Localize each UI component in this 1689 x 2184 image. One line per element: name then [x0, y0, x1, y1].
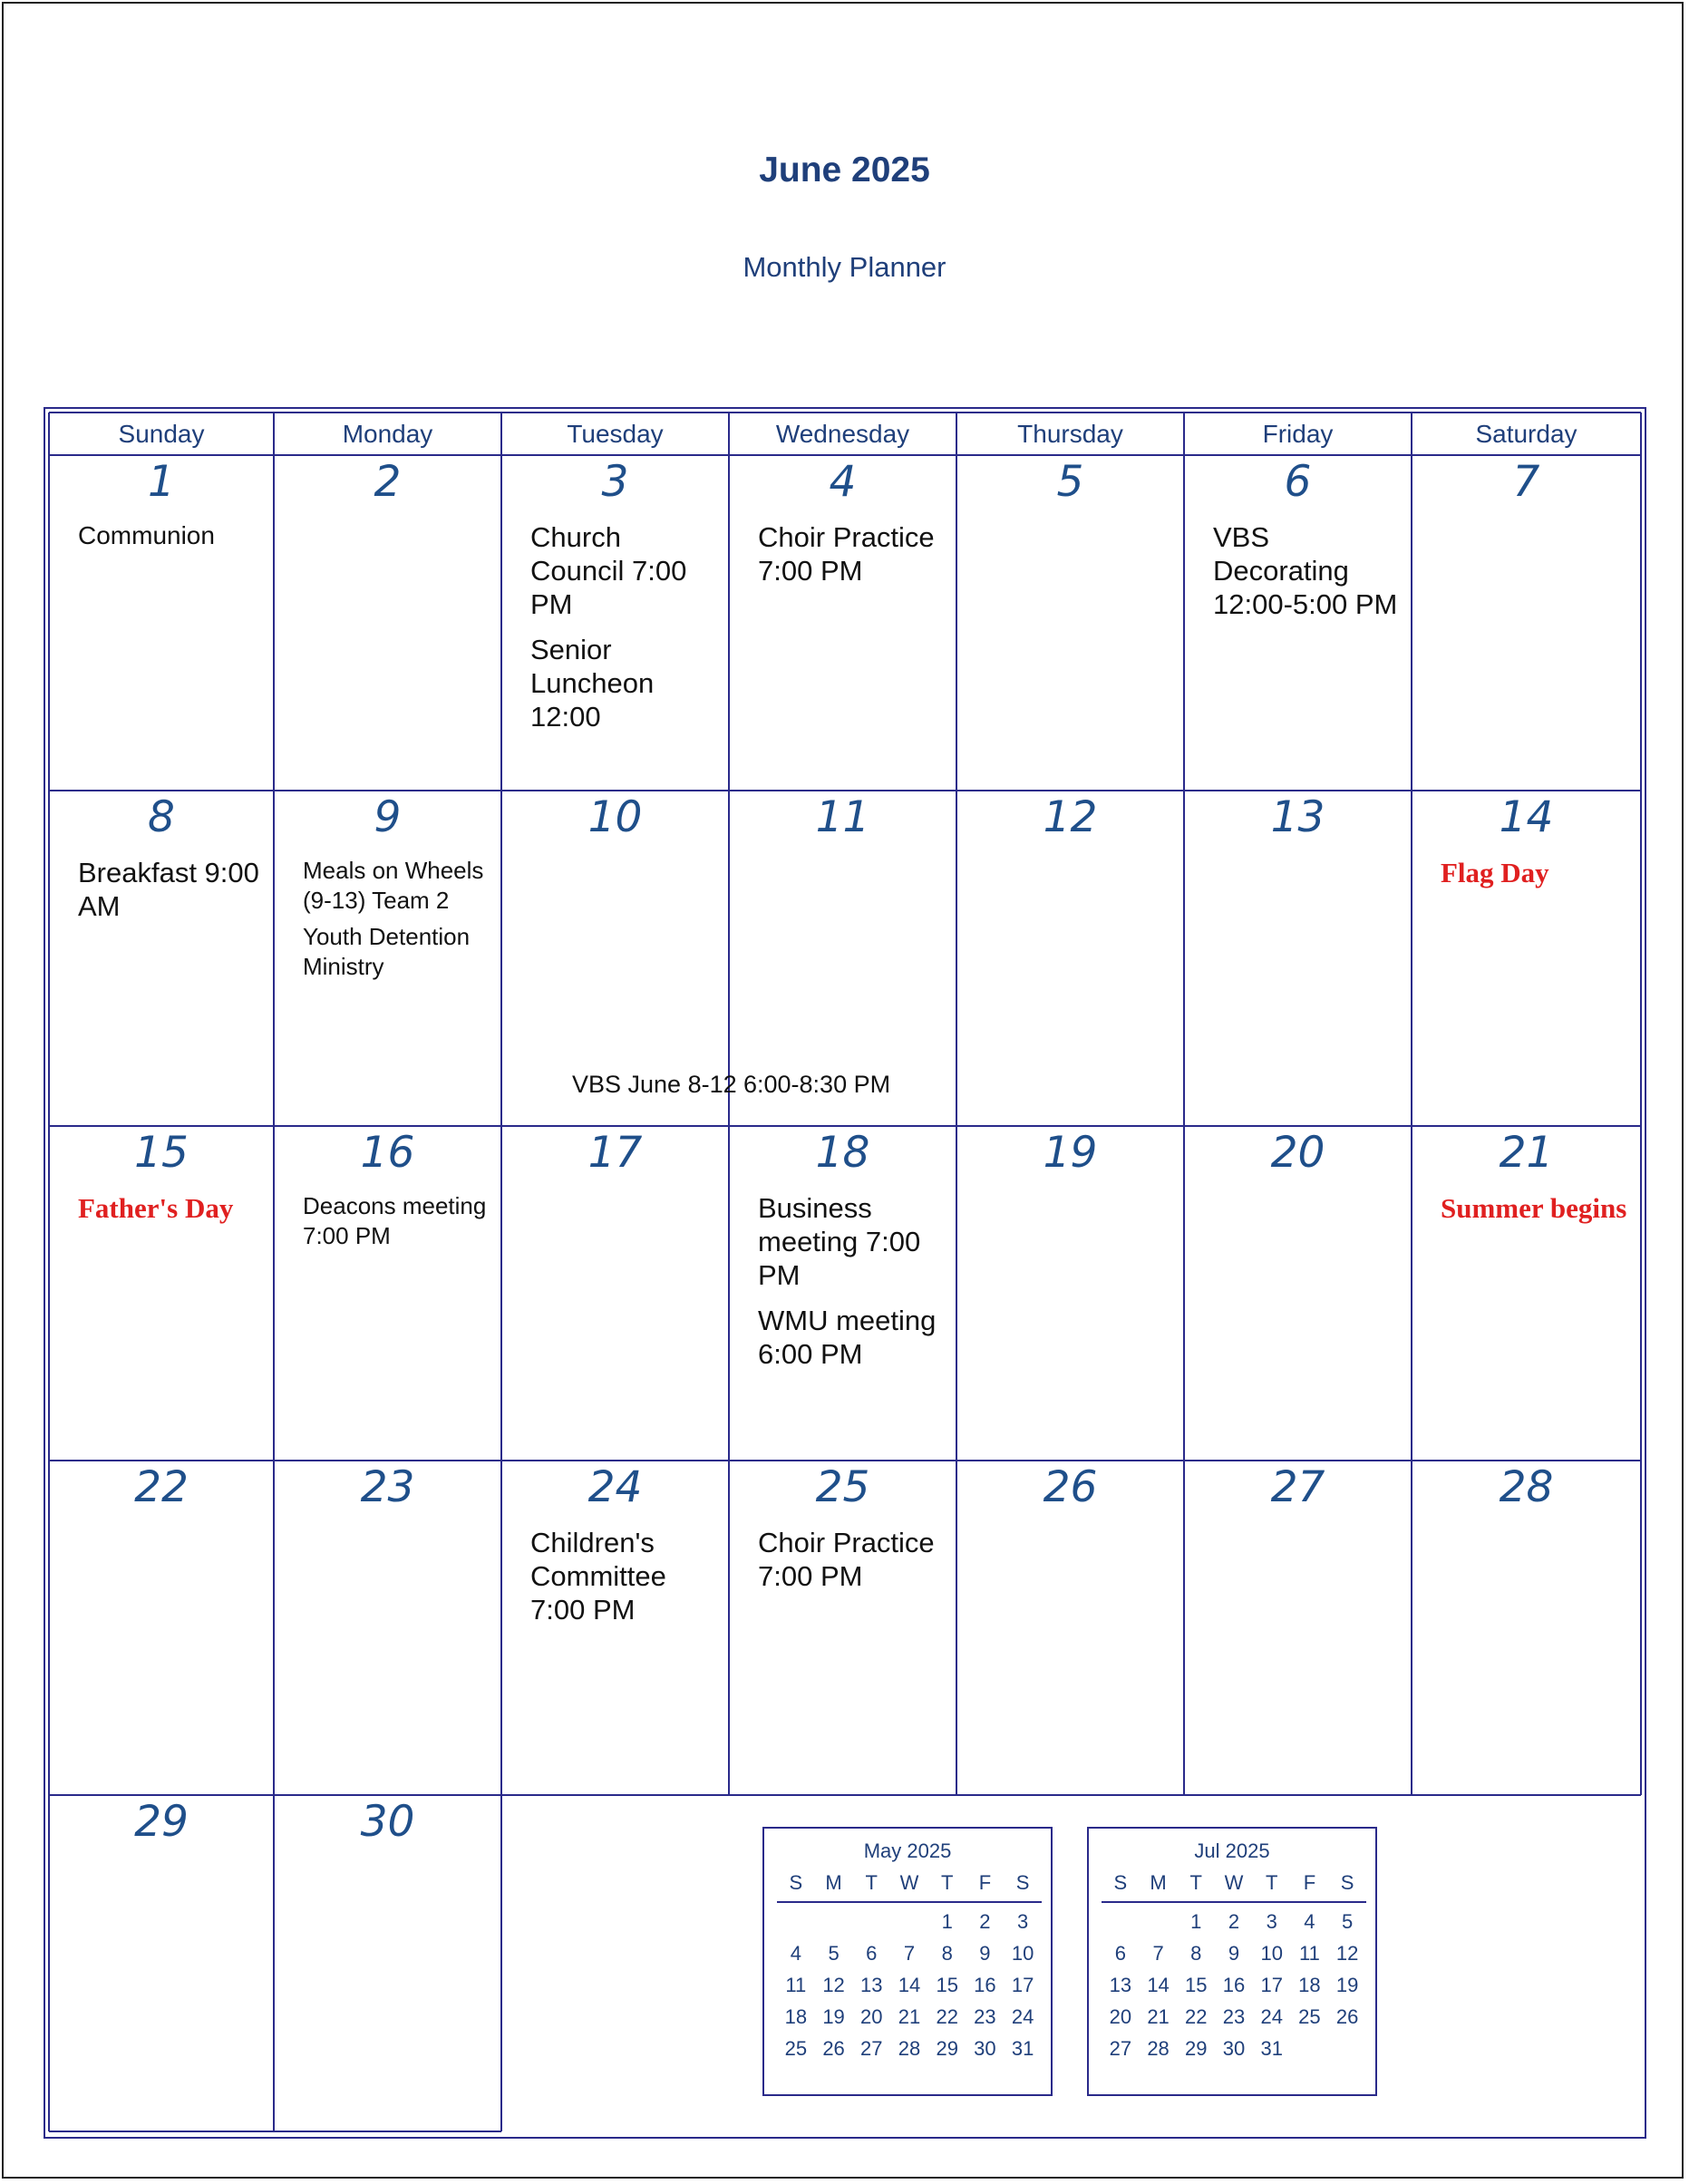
grid-line: [49, 412, 1641, 413]
mini-day: 24: [1260, 2005, 1283, 2028]
mini-day: 26: [822, 2037, 845, 2060]
event-item[interactable]: Church Council 7:00 PM: [530, 521, 687, 621]
mini-day: 20: [1109, 2005, 1132, 2028]
mini-day: 7: [1152, 1942, 1164, 1965]
mini-calendar-rule: [777, 1901, 1042, 1903]
spanning-event-label: VBS June 8-12: [572, 1071, 737, 1098]
event-item[interactable]: Communion: [78, 521, 215, 549]
mini-day: 15: [936, 1974, 958, 1996]
mini-day: 30: [974, 2037, 996, 2060]
day-cell-27[interactable]: [1184, 1461, 1412, 1795]
weekday-header-monday: Monday: [342, 420, 433, 448]
day-number: 23: [360, 1462, 415, 1512]
day-number: 30: [360, 1797, 415, 1847]
mini-day: 23: [1222, 2005, 1246, 2028]
weekday-header-wednesday: Wednesday: [775, 420, 910, 448]
mini-calendar-jul-2025: [1087, 1827, 1377, 2096]
mini-calendar-week: [1102, 2033, 1366, 2064]
day-cell-7[interactable]: [1412, 455, 1641, 791]
event-item[interactable]: Breakfast 9:00 AM: [78, 857, 259, 923]
day-cell-22[interactable]: [49, 1461, 274, 1795]
mini-day: 29: [936, 2037, 958, 2060]
mini-calendar-weekday-row: [1102, 1867, 1366, 1898]
mini-day: 9: [1228, 1942, 1240, 1965]
day-cell-23[interactable]: [274, 1461, 501, 1795]
mini-day: 14: [898, 1974, 921, 1996]
event-item[interactable]: Choir Practice 7:00 PM: [758, 1527, 935, 1593]
mini-day: 5: [1342, 1910, 1354, 1933]
mini-day: [1328, 2033, 1366, 2064]
mini-weekday: T: [1265, 1871, 1278, 1894]
day-number: 1: [148, 457, 175, 507]
mini-day: 11: [785, 1974, 807, 1996]
day-number: 29: [134, 1797, 189, 1847]
day-events: [758, 520, 944, 598]
mini-day: 19: [1335, 1974, 1359, 1996]
mini-day: 21: [1147, 2005, 1170, 2028]
mini-weekday: F: [978, 1871, 992, 1894]
mini-day: 1: [1190, 1910, 1202, 1933]
day-number: 28: [1499, 1462, 1554, 1512]
mini-weekday: W: [899, 1871, 919, 1894]
mini-calendar-week: [777, 2001, 1042, 2033]
mini-day: [1291, 2033, 1329, 2064]
mini-calendar-week: [777, 1969, 1042, 2001]
mini-day: 3: [1017, 1910, 1029, 1933]
mini-day: 1: [941, 1910, 953, 1933]
day-number: 6: [1284, 457, 1312, 507]
day-events: [1441, 1191, 1628, 1225]
day-number: 8: [148, 792, 175, 842]
mini-day: 17: [1011, 1974, 1034, 1996]
mini-weekday: F: [1303, 1871, 1316, 1894]
mini-calendar-week: [777, 2033, 1042, 2064]
mini-day: 10: [1260, 1942, 1283, 1965]
mini-calendar-rule: [1102, 1901, 1366, 1903]
mini-weekday: S: [789, 1871, 803, 1894]
spanning-event-time: 6:00-8:30 PM: [743, 1071, 891, 1098]
holiday-label: Father's Day: [78, 1192, 234, 1224]
mini-day: 18: [784, 2005, 808, 2028]
mini-weekday: S: [1015, 1871, 1030, 1894]
day-number: 11: [815, 792, 870, 842]
mini-day: 11: [1299, 1942, 1320, 1965]
day-cell-4[interactable]: [729, 455, 956, 791]
day-number: 27: [1270, 1462, 1325, 1512]
mini-day: 8: [941, 1942, 953, 1965]
mini-day: 4: [790, 1942, 801, 1965]
mini-calendar-week: [777, 1937, 1042, 1969]
mini-calendar-week: [1102, 1937, 1366, 1969]
event-item[interactable]: Senior Luncheon 12:00: [530, 633, 655, 733]
day-number: 22: [134, 1462, 189, 1512]
mini-day: 19: [822, 2005, 845, 2028]
day-cell-17[interactable]: [501, 1126, 729, 1461]
day-cell-19[interactable]: [956, 1126, 1184, 1461]
mini-calendar-may-2025: [762, 1827, 1053, 2096]
day-number: 20: [1270, 1128, 1325, 1178]
mini-day: 6: [1114, 1942, 1126, 1965]
mini-calendar-title: May 2025: [863, 1839, 952, 1862]
mini-day: 27: [860, 2037, 883, 2060]
mini-day: 2: [979, 1910, 991, 1933]
day-cell-2[interactable]: [274, 455, 501, 791]
mini-day: [890, 1906, 928, 1937]
day-number: 10: [587, 792, 643, 842]
page-subtitle: Monthly Planner: [743, 251, 946, 283]
mini-weekday: S: [1340, 1871, 1354, 1894]
day-cell-14[interactable]: [1412, 791, 1641, 1126]
event-item[interactable]: Deacons meeting 7:00 PM: [303, 1192, 487, 1249]
day-number: 13: [1270, 792, 1325, 842]
day-cell-28[interactable]: [1412, 1461, 1641, 1795]
event-item[interactable]: Business meeting 7:00 PM: [758, 1192, 921, 1292]
event-item[interactable]: Children's Committee 7:00 PM: [530, 1527, 666, 1626]
day-number: 25: [815, 1462, 870, 1512]
weekday-header-tuesday: Tuesday: [567, 420, 664, 448]
day-number: 5: [1056, 457, 1084, 507]
mini-day: 29: [1185, 2037, 1208, 2060]
mini-day: 28: [1147, 2037, 1170, 2060]
event-item[interactable]: Meals on Wheels (9-13) Team 2: [303, 857, 484, 914]
day-events: [1441, 856, 1628, 889]
mini-day: 10: [1011, 1942, 1034, 1965]
mini-day: 16: [974, 1974, 996, 1996]
day-cell-5[interactable]: [956, 455, 1184, 791]
day-cell-26[interactable]: [956, 1461, 1184, 1795]
mini-day: 31: [1260, 2037, 1283, 2060]
day-number: 4: [829, 457, 857, 507]
day-number: 12: [1043, 792, 1098, 842]
mini-day: 15: [1185, 1974, 1208, 1996]
mini-day: [815, 1906, 853, 1937]
holiday-label: Summer begins: [1441, 1192, 1627, 1224]
day-cell-21[interactable]: [1412, 1126, 1641, 1461]
mini-day: 5: [828, 1942, 840, 1965]
mini-weekday: T: [865, 1871, 878, 1894]
mini-calendar-week: [777, 1906, 1042, 1937]
day-cell-13[interactable]: [1184, 791, 1412, 1126]
holiday-label: Flag Day: [1441, 857, 1549, 888]
day-events: [1213, 520, 1399, 633]
day-events: [303, 856, 489, 988]
day-number: 24: [587, 1462, 643, 1512]
mini-day: 18: [1298, 1974, 1321, 1996]
mini-day: [1102, 1906, 1140, 1937]
event-item[interactable]: Choir Practice 7:00 PM: [758, 521, 935, 587]
day-number: 19: [1043, 1128, 1098, 1178]
day-events: [303, 1191, 489, 1257]
mini-calendar-title: Jul 2025: [1194, 1839, 1270, 1862]
day-cell-18[interactable]: [729, 1126, 956, 1461]
mini-day: 13: [860, 1974, 883, 1996]
mini-day: 20: [860, 2005, 883, 2028]
mini-calendar-weekday-row: [777, 1867, 1042, 1898]
day-events: [758, 1526, 944, 1604]
mini-day: 24: [1011, 2005, 1034, 2028]
mini-day: 14: [1147, 1974, 1170, 1996]
mini-calendar-week: [1102, 2001, 1366, 2033]
weekday-header-friday: Friday: [1262, 420, 1334, 448]
mini-day: 30: [1222, 2037, 1246, 2060]
mini-weekday: W: [1224, 1871, 1244, 1894]
mini-day: 12: [822, 1974, 845, 1996]
mini-day: 2: [1228, 1910, 1240, 1933]
day-cell-29[interactable]: [49, 1795, 274, 2131]
weekday-header-sunday: Sunday: [118, 420, 205, 448]
mini-day: 31: [1011, 2037, 1034, 2060]
weekday-header-saturday: Saturday: [1475, 420, 1577, 448]
day-cell-6[interactable]: [1184, 455, 1412, 791]
day-cell-8[interactable]: [49, 791, 274, 1126]
mini-day: 12: [1335, 1942, 1359, 1965]
mini-calendar-week: [1102, 1969, 1366, 2001]
day-cell-16[interactable]: [274, 1126, 501, 1461]
day-number: 7: [1512, 457, 1540, 507]
day-events: [758, 1191, 944, 1382]
day-cell-30[interactable]: [274, 1795, 501, 2131]
mini-day: 13: [1109, 1974, 1132, 1996]
mini-day: 16: [1222, 1974, 1246, 1996]
day-events: [78, 520, 261, 562]
mini-day: 4: [1304, 1910, 1315, 1933]
mini-day: 25: [784, 2037, 808, 2060]
mini-day: 6: [866, 1942, 878, 1965]
mini-weekday: M: [825, 1871, 842, 1894]
day-events: [530, 1526, 716, 1638]
mini-day: 9: [979, 1942, 991, 1965]
day-cell-9[interactable]: [274, 791, 501, 1126]
event-item[interactable]: Youth Detention Ministry: [303, 923, 471, 980]
day-number: 21: [1499, 1128, 1554, 1178]
day-cell-12[interactable]: [956, 791, 1184, 1126]
mini-day: 28: [898, 2037, 921, 2060]
day-events: [78, 856, 261, 934]
day-cell-25[interactable]: [729, 1461, 956, 1795]
mini-weekday: T: [940, 1871, 954, 1894]
mini-day: 22: [1185, 2005, 1208, 2028]
day-number: 16: [360, 1128, 415, 1178]
day-events: [78, 1191, 261, 1225]
event-item[interactable]: VBS Decorating 12:00-5:00 PM: [1213, 521, 1398, 621]
day-cell-24[interactable]: [501, 1461, 729, 1795]
mini-day: 26: [1335, 2005, 1359, 2028]
day-number: 3: [601, 457, 629, 507]
day-number: 9: [374, 792, 402, 842]
day-number: 15: [134, 1128, 189, 1178]
mini-day: 21: [898, 2005, 921, 2028]
event-item[interactable]: WMU meeting 6:00 PM: [758, 1304, 937, 1370]
mini-day: 17: [1260, 1974, 1283, 1996]
day-number: 14: [1499, 792, 1554, 842]
mini-day: 23: [974, 2005, 996, 2028]
weekday-header-thursday: Thursday: [1017, 420, 1123, 448]
day-number: 17: [587, 1128, 643, 1178]
day-number: 26: [1043, 1462, 1098, 1512]
mini-day: [852, 1906, 890, 1937]
day-number: 2: [374, 457, 402, 507]
mini-calendar-week: [1102, 1906, 1366, 1937]
mini-day: 7: [903, 1942, 916, 1965]
day-cell-15[interactable]: [49, 1126, 274, 1461]
day-cell-1[interactable]: [49, 455, 274, 791]
mini-weekday: T: [1189, 1871, 1202, 1894]
day-number: 18: [815, 1128, 870, 1178]
mini-day: [777, 1906, 815, 1937]
page-title: June 2025: [759, 150, 930, 189]
day-events: [530, 520, 716, 744]
mini-day: 25: [1298, 2005, 1321, 2028]
mini-day: 3: [1266, 1910, 1277, 1933]
mini-day: 8: [1190, 1942, 1202, 1965]
mini-weekday: M: [1150, 1871, 1167, 1894]
mini-day: 27: [1109, 2037, 1132, 2060]
mini-day: [1140, 1906, 1178, 1937]
mini-day: 22: [936, 2005, 958, 2028]
day-cell-3[interactable]: [501, 455, 729, 791]
day-cell-20[interactable]: [1184, 1126, 1412, 1461]
mini-weekday: S: [1113, 1871, 1128, 1894]
